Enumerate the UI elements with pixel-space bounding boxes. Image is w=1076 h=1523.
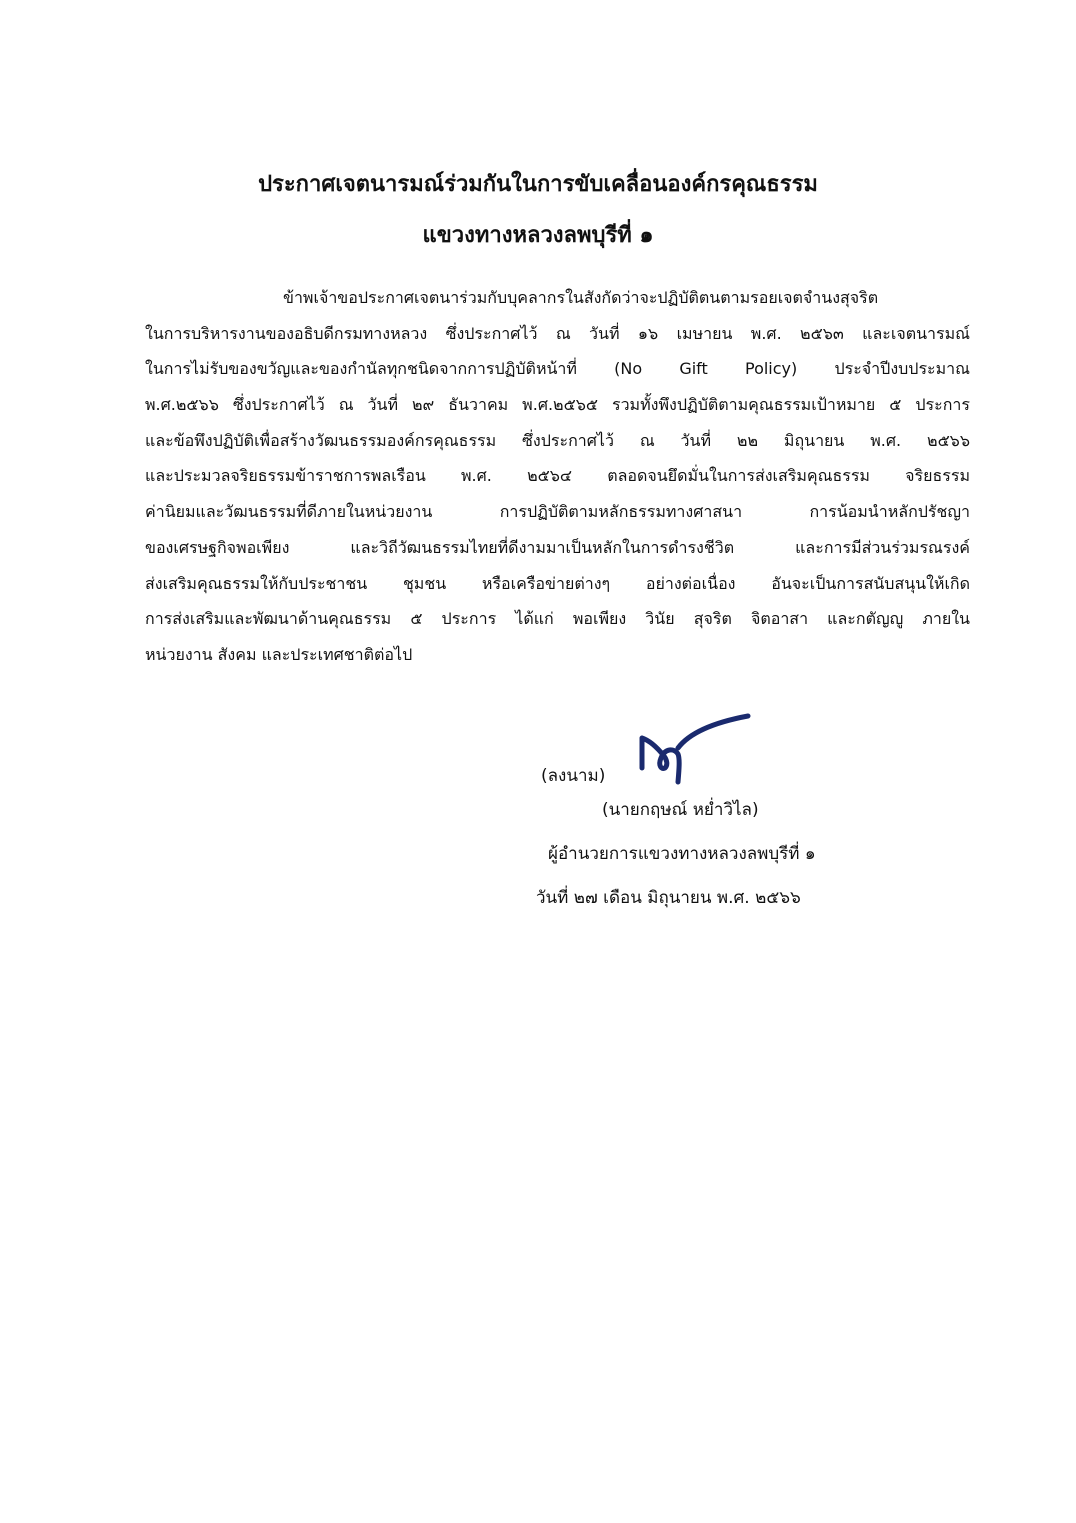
body-line: ข้าพเจ้าขอประกาศเจตนาร่วมกับบุคลากรในสังกัดว่าจะปฏิบัติตนตามรอยเจตจำนงสุจริต bbox=[283, 288, 879, 307]
body-line: ค่านิยมและวัฒนธรรมที่ดีภายในหน่วยงาน การปฏิบัติตามหลักธรรมทางศาสนา การน้อมนำหลักปรัชญา bbox=[145, 502, 970, 522]
body-line: หน่วยงาน สังคม และประเทศชาติต่อไป bbox=[145, 644, 413, 664]
body-line: ส่งเสริมคุณธรรมให้กับประชาชน ชุมชน หรือเครือข่ายต่างๆ อย่างต่อเนื่อง อันจะเป็นการสนับสนุนให้เกิด bbox=[145, 573, 970, 593]
body-line: พ.ศ.๒๕๖๖ ซึ่งประกาศไว้ ณ วันที่ ๒๙ ธันวาคม พ.ศ.๒๕๖๕ รวมทั้งพึงปฏิบัติตามคุณธรรมเป้าหมาย ๕ ประการ bbox=[145, 395, 970, 415]
signature-label: (ลงนาม) bbox=[541, 766, 606, 786]
body-line: ในการบริหารงานของอธิบดีกรมทางหลวง ซึ่งประกาศไว้ ณ วันที่ ๑๖ เมษายน พ.ศ. ๒๕๖๓ และเจตนารมณ์ bbox=[145, 323, 970, 343]
body-line: การส่งเสริมและพัฒนาด้านคุณธรรม ๕ ประการ ได้แก่ พอเพียง วินัย สุจริต จิตอาสา และกตัญญู ภายใน bbox=[145, 609, 970, 629]
signatory-position: ผู้อำนวยการแขวงทางหลวงลพบุรีที่ ๑ bbox=[548, 844, 816, 864]
signatory-name: (นายกฤษณ์ หย่ำวิไล) bbox=[602, 800, 759, 820]
signature-date: วันที่ ๒๗ เดือน มิถุนายน พ.ศ. ๒๕๖๖ bbox=[536, 888, 801, 908]
handwritten-signature-icon bbox=[634, 710, 759, 790]
document-title-line1: ประกาศเจตนารมณ์ร่วมกันในการขับเคลื่อนองค์กรคุณธรรม bbox=[258, 172, 818, 197]
body-line: และข้อพึงปฏิบัติเพื่อสร้างวัฒนธรรมองค์กรคุณธรรม ซึ่งประกาศไว้ ณ วันที่ ๒๒ มิถุนายน พ.ศ. ๒๕๖๖ bbox=[145, 430, 970, 450]
signature-block bbox=[0, 700, 1076, 920]
body-line: ของเศรษฐกิจพอเพียง และวิถีวัฒนธรรมไทยที่ดีงามมาเป็นหลักในการดำรงชีวิต และการมีส่วนร่วมรณรงค์ bbox=[145, 537, 970, 557]
document-body bbox=[145, 280, 970, 673]
body-line: ในการไม่รับของขวัญและของกำนัลทุกชนิดจากการปฏิบัติหน้าที่ (No Gift Policy) ประจำปีงบประมาณ bbox=[145, 359, 970, 379]
body-line: และประมวลจริยธรรมข้าราชการพลเรือน พ.ศ. ๒๕๖๔ ตลอดจนยึดมั่นในการส่งเสริมคุณธรรม จริยธรรม bbox=[145, 466, 970, 486]
document-title-line2: แขวงทางหลวงลพบุรีที่ ๑ bbox=[422, 223, 654, 248]
